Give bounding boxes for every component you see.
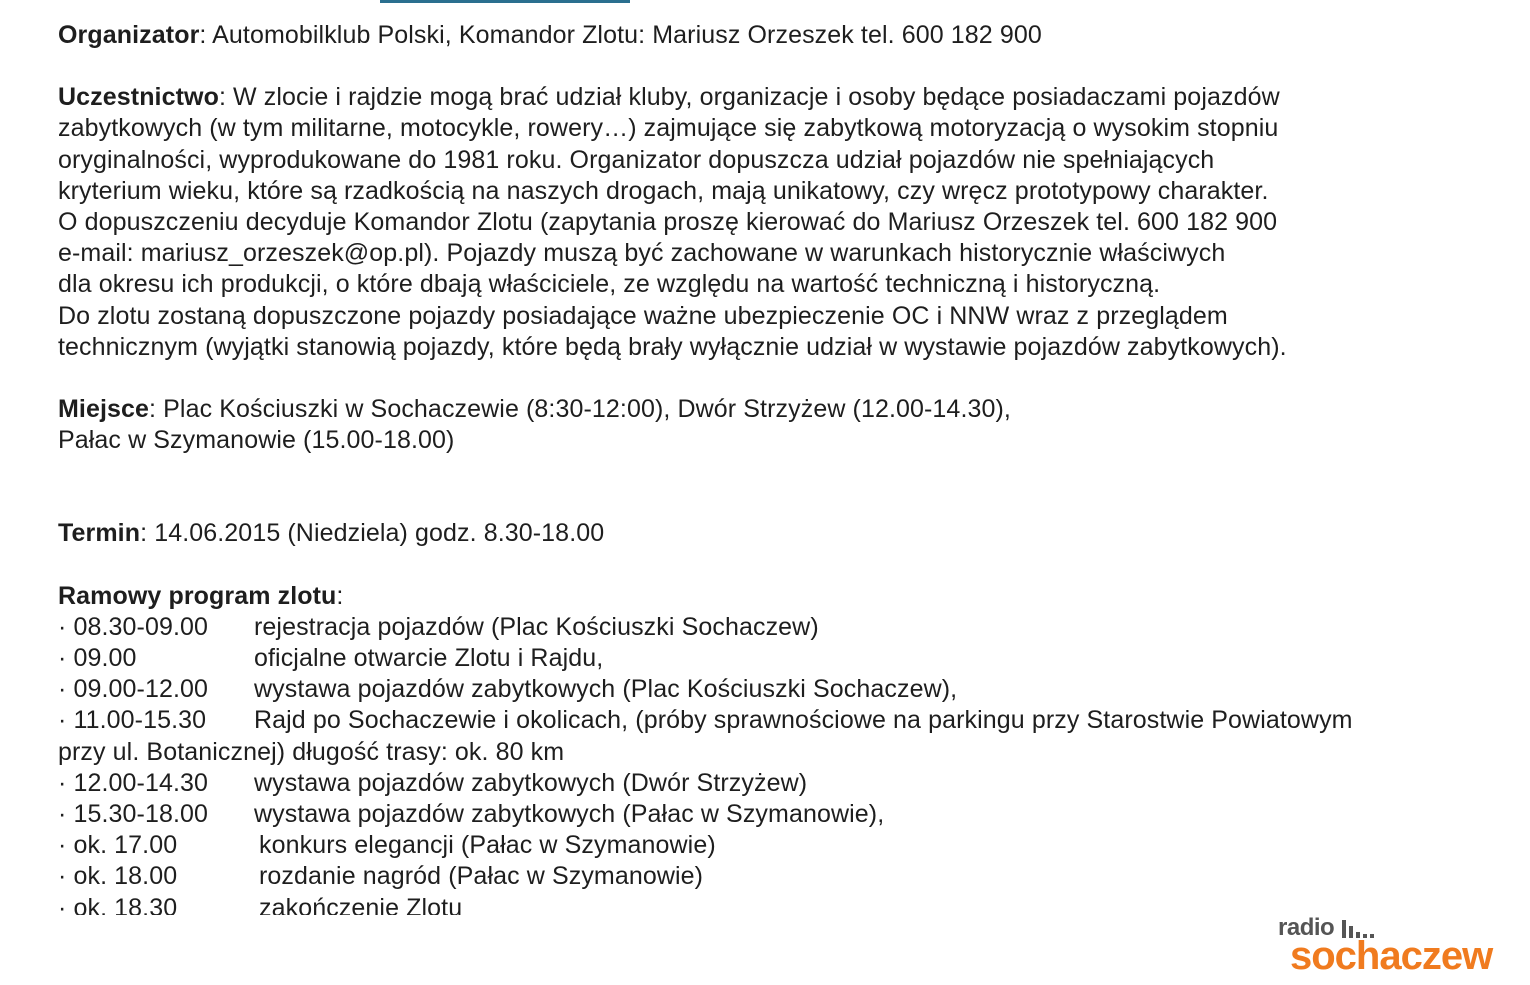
program-item bbox=[58, 799, 1498, 830]
program-item-time: · 09.00 bbox=[58, 644, 137, 673]
place-line: Miejsce: Plac Kościuszki w Sochaczewie (8:30-12:00), Dwór Strzyżew (12.00-14.30), bbox=[58, 395, 1011, 424]
program-item-desc: rejestracja pojazdów (Plac Kościuszki Sochaczew) bbox=[254, 612, 819, 641]
participation-line: Uczestnictwo: W zlocie i rajdzie mogą brać udział kluby, organizacje i osoby będące posiadaczami pojazdów bbox=[58, 83, 1280, 112]
logo-brand-text: sochaczew bbox=[1290, 934, 1493, 978]
program-item-time: · ok. 17.00 bbox=[58, 831, 178, 860]
place-line: Pałac w Szymanowie (15.00-18.00) bbox=[58, 426, 455, 455]
program-item-desc: oficjalne otwarcie Zlotu i Rajdu, bbox=[254, 644, 604, 673]
date-label: Termin bbox=[58, 519, 141, 548]
organizer-line bbox=[58, 20, 1498, 51]
program-item-desc: konkurs elegancji (Pałac w Szymanowie) bbox=[259, 831, 716, 860]
program-item-desc: wystawa pojazdów zabytkowych (Dwór Strzyżew) bbox=[254, 768, 808, 797]
program-item-continuation: przy ul. Botanicznej) długość trasy: ok. 80 km bbox=[58, 737, 565, 766]
participation-line: kryterium wieku, które są rzadkością na naszych drogach, mają unikatowy, czy wręcz prototypowy charakter. bbox=[58, 176, 1269, 205]
participation-line: Do zlotu zostaną dopuszczone pojazdy posiadające ważne ubezpieczenie OC i NNW wraz z przeglądem bbox=[58, 301, 1228, 330]
participation-line: oryginalności, wyprodukowane do 1981 roku. Organizator dopuszcza udział pojazdów nie spełniających bbox=[58, 145, 1215, 174]
program-item-desc: Rajd po Sochaczewie i okolicach, (próby sprawnościowe na parkingu przy Starostwie Powiatowym bbox=[254, 706, 1353, 735]
logo-radio-text: radio bbox=[1278, 914, 1335, 941]
program-item-time: · 12.00-14.30 bbox=[58, 768, 209, 797]
participation-line: e-mail: mariusz_orzeszek@op.pl). Pojazdy muszą być zachowane w warunkach historycznie właściwych bbox=[58, 239, 1226, 268]
participation-line: O dopuszczeniu decyduje Komandor Zlotu (zapytania proszę kierować do Mariusz Orzeszek tel. 600 182 900 bbox=[58, 208, 1278, 237]
program-item-time: · 15.30-18.00 bbox=[58, 800, 209, 829]
date-line bbox=[58, 518, 1498, 549]
program-item bbox=[58, 674, 1498, 705]
program-item-desc: wystawa pojazdów zabytkowych (Plac Kościuszki Sochaczew), bbox=[254, 675, 958, 704]
radio-sochaczew-logo bbox=[1276, 912, 1516, 978]
program-item bbox=[58, 768, 1498, 799]
program-item bbox=[58, 705, 1498, 736]
program-item-time: · ok. 18.30 bbox=[58, 893, 178, 915]
program-item-time: · 11.00-15.30 bbox=[58, 706, 207, 735]
program-item-time: · 08.30-09.00 bbox=[58, 612, 209, 641]
program-heading: Ramowy program zlotu: bbox=[58, 581, 344, 610]
program-section bbox=[58, 581, 1498, 915]
date-text: : 14.06.2015 (Niedziela) godz. 8.30-18.00 bbox=[140, 519, 605, 548]
participation-line: technicznym (wyjątki stanowią pojazdy, które będą brały wyłącznie udział w wystawie pojazdów zabytkowych). bbox=[58, 332, 1287, 361]
participation-line: zabytkowych (w tym militarne, motocykle, rowery…) zajmujące się zabytkową motoryzacją o wysokim stopniu bbox=[58, 114, 1279, 143]
organizer-label: Organizator bbox=[58, 21, 200, 49]
place-label: Miejsce bbox=[58, 395, 150, 424]
place-section bbox=[58, 394, 1498, 456]
participation-line: dla okresu ich produkcji, o które dbają właściciele, ze względu na wartość techniczną i historyczną. bbox=[58, 270, 1161, 299]
participation-section bbox=[58, 82, 1498, 363]
program-item-time: · 09.00-12.00 bbox=[58, 675, 209, 704]
program-item bbox=[58, 643, 1498, 674]
top-edge-strip bbox=[380, 0, 630, 3]
program-item bbox=[58, 830, 1498, 861]
organizer-text: : Automobilklub Polski, Komandor Zlotu: Mariusz Orzeszek tel. 600 182 900 bbox=[199, 21, 1042, 49]
program-item-time: · ok. 18.00 bbox=[58, 862, 178, 891]
program-item bbox=[58, 861, 1498, 892]
program-item-desc: wystawa pojazdów zabytkowych (Pałac w Szymanowie), bbox=[254, 800, 885, 829]
participation-label: Uczestnictwo bbox=[58, 83, 219, 112]
program-item bbox=[58, 612, 1498, 643]
document-body bbox=[58, 20, 1498, 915]
program-item-desc: rozdanie nagród (Pałac w Szymanowie) bbox=[259, 862, 704, 891]
program-item-desc: zakończenie Zlotu bbox=[259, 893, 463, 915]
